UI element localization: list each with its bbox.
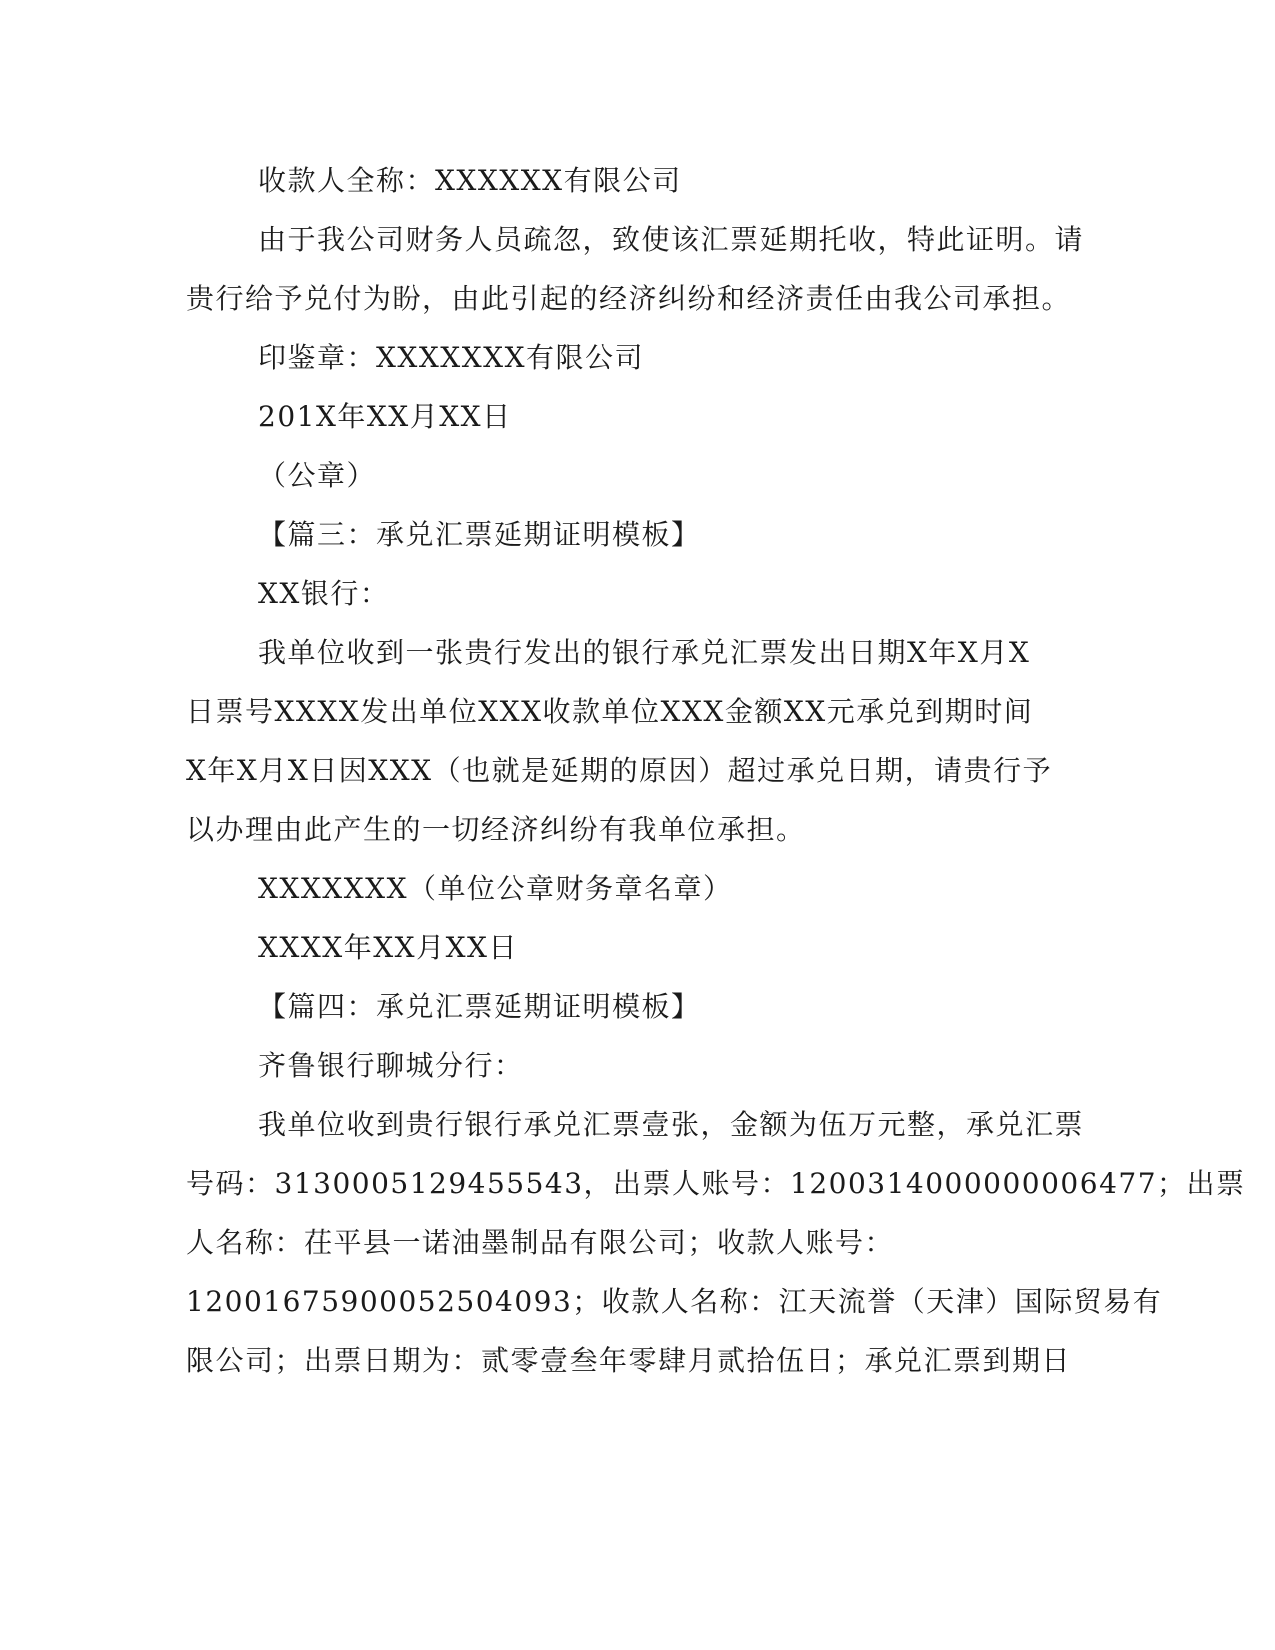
- date-line: XXXX年XX月XX日: [258, 931, 518, 964]
- paragraph-line: X年X月X日因XXX（也就是延期的原因）超过承兑日期，请贵行予: [186, 754, 1053, 787]
- paragraph-line: 我单位收到贵行银行承兑汇票壹张，金额为伍万元整，承兑汇票: [258, 1108, 1085, 1141]
- paragraph-line: 日票号XXXX发出单位XXX收款单位XXX金额XX元承兑到期时间: [186, 695, 1034, 728]
- payee-full-name-line: 收款人全称：XXXXXX有限公司: [258, 164, 682, 197]
- section-heading-4: 【篇四：承兑汇票延期证明模板】: [258, 990, 701, 1023]
- seal-line: 印鉴章：XXXXXXX有限公司: [258, 341, 645, 374]
- paragraph-line: 由于我公司财务人员疏忽，致使该汇票延期托收，特此证明。请: [258, 223, 1085, 256]
- signature-line: XXXXXXX（单位公章财务章名章）: [258, 872, 733, 905]
- addressee-line: 齐鲁银行聊城分行：: [258, 1049, 524, 1082]
- paragraph-line: 12001675900052504093；收款人名称：江天流誉（天津）国际贸易有: [186, 1285, 1163, 1318]
- section-heading-3: 【篇三：承兑汇票延期证明模板】: [258, 518, 701, 551]
- paragraph-line: 贵行给予兑付为盼，由此引起的经济纠纷和经济责任由我公司承担。: [186, 282, 1072, 315]
- paragraph-line: 我单位收到一张贵行发出的银行承兑汇票发出日期X年X月X: [258, 636, 1031, 669]
- date-line: 201X年XX月XX日: [258, 400, 512, 433]
- official-seal-line: （公章）: [258, 459, 377, 492]
- paragraph-line: 号码：3130005129455543，出票人账号：1200314000000006477；出票: [186, 1167, 1246, 1200]
- paragraph-line: 人名称：茌平县一诺油墨制品有限公司；收款人账号：: [186, 1226, 895, 1259]
- paragraph-line: 以办理由此产生的一切经济纠纷有我单位承担。: [186, 813, 806, 846]
- addressee-line: XX银行：: [258, 577, 390, 610]
- paragraph-line: 限公司；出票日期为：贰零壹叁年零肆月贰拾伍日；承兑汇票到期日: [186, 1344, 1072, 1377]
